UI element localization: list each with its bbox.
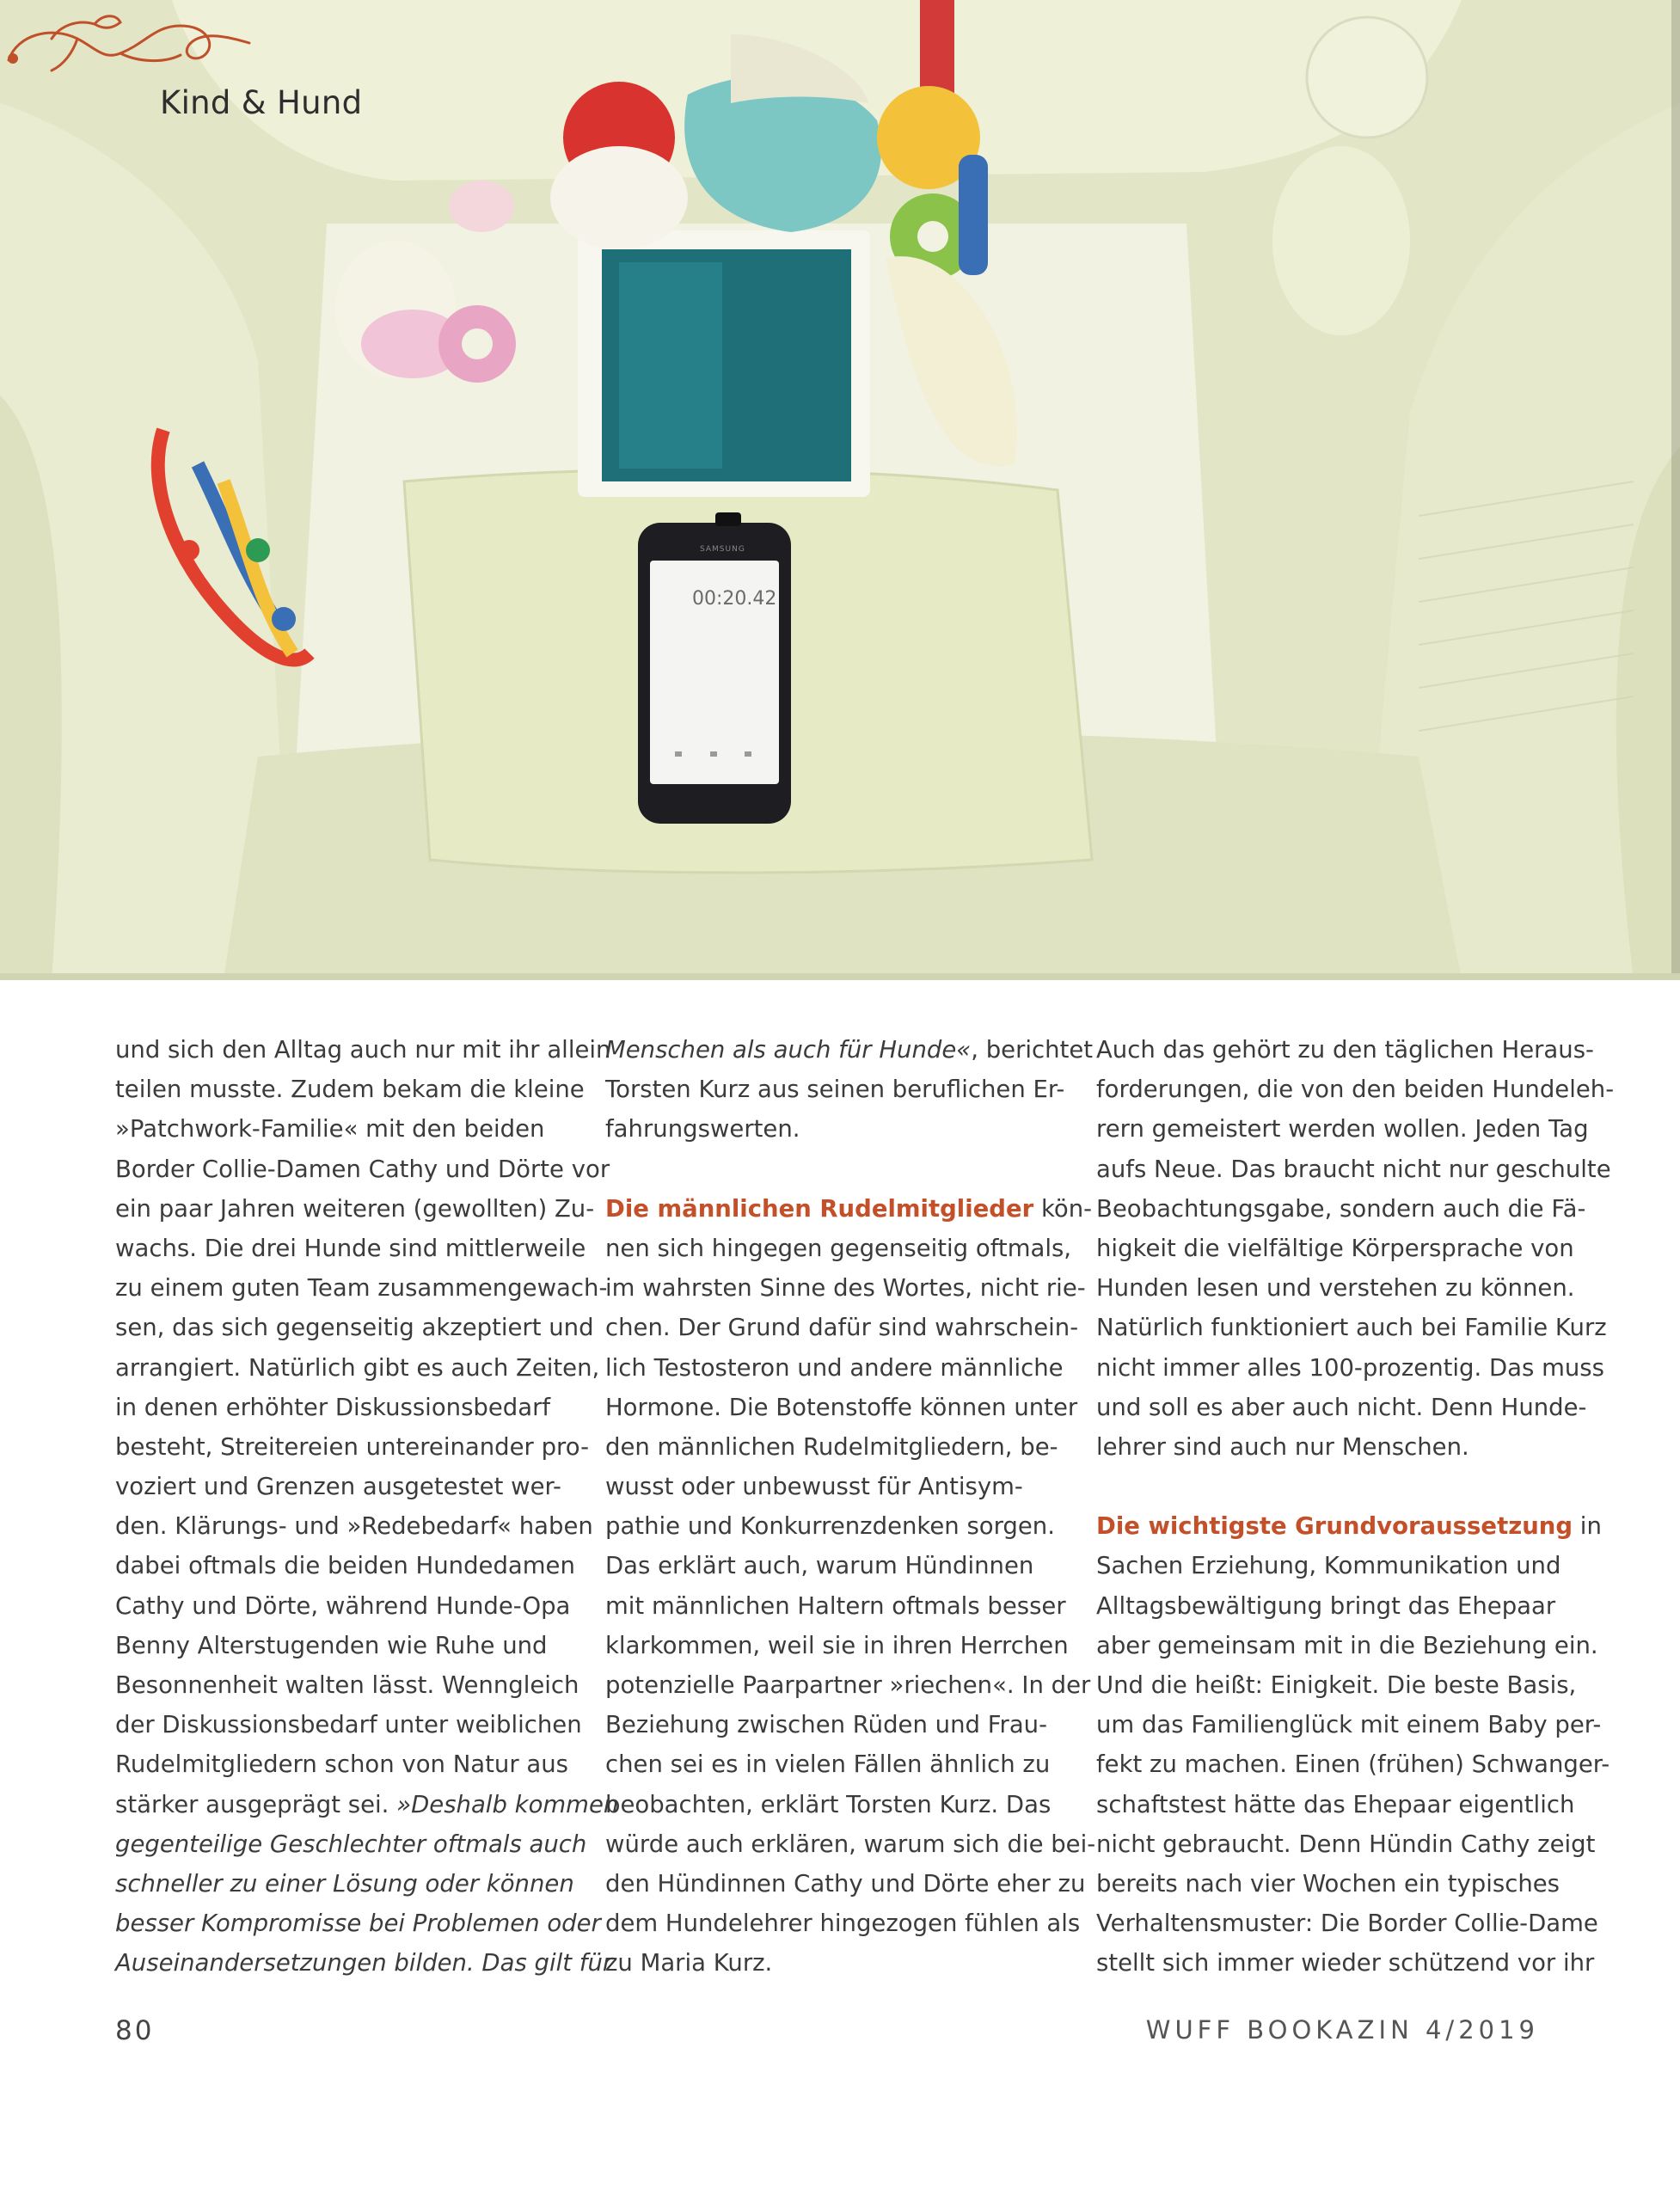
text-line	[605, 1348, 1064, 1388]
text-run: Hormone. Die Botenstoffe können unter	[605, 1393, 1078, 1421]
text-run: in	[1573, 1512, 1602, 1541]
text-line	[1096, 1824, 1596, 1864]
text-run: Cathy und Dörte, während Hunde-Opa	[115, 1591, 571, 1620]
text-line	[115, 1109, 559, 1149]
text-run: um das Familienglück mit einem Baby per-	[1096, 1711, 1602, 1739]
text-run: zu einem guten Team zusammengewach-	[115, 1274, 608, 1303]
subheading-lead: Die wichtigste Grundvoraussetzung	[1096, 1512, 1573, 1541]
text-line	[1096, 1665, 1577, 1705]
text-run: den. Klärungs- und »Redebedarf« haben	[115, 1512, 593, 1541]
text-line	[605, 1229, 1072, 1268]
crib-photo-illustration	[0, 0, 1680, 980]
text-run: »Patchwork-Familie« mit den beiden	[115, 1115, 545, 1143]
text-line	[115, 1744, 568, 1784]
text-run: dabei oftmals die beiden Hundedamen	[115, 1552, 575, 1580]
text-line	[115, 1268, 608, 1308]
text-line	[605, 1467, 1049, 1506]
quote-run: »Deshalb kommen	[389, 1790, 619, 1818]
text-run: Hunden lesen und verstehen zu können.	[1096, 1274, 1575, 1303]
quote-run: besser Kompromisse bei Problemen oder	[115, 1910, 601, 1938]
text-line	[605, 1943, 1049, 1983]
text-run: fekt zu machen. Einen (frühen) Schwanger-	[1096, 1750, 1610, 1779]
paragraph-gap	[605, 1150, 1049, 1189]
text-line	[605, 1626, 1069, 1665]
text-run: voziert und Grenzen ausgetestet wer-	[115, 1473, 561, 1501]
phone-stopwatch-readout: 00:20.42	[692, 588, 777, 610]
text-run: ein paar Jahren weiteren (gewollten) Zu-	[115, 1194, 595, 1223]
text-line	[1096, 1586, 1556, 1626]
text-line	[1096, 1626, 1598, 1665]
text-run: Sachen Erziehung, Kommunikation und	[1096, 1552, 1561, 1580]
text-run: Natürlich funktioniert auch bei Familie Kurz	[1096, 1314, 1607, 1342]
text-run: forderungen, die von den beiden Hundeleh-	[1096, 1076, 1615, 1104]
text-line	[605, 1864, 1086, 1904]
text-line	[1096, 1030, 1594, 1070]
text-run: stärker ausgeprägt sei.	[115, 1790, 389, 1818]
text-run: zu Maria Kurz.	[605, 1949, 773, 1977]
text-line	[1096, 1348, 1604, 1388]
text-line	[605, 1427, 1058, 1467]
page-number: 80	[115, 2015, 155, 2046]
text-run: den Hündinnen Cathy und Dörte eher zu	[605, 1869, 1086, 1898]
text-line	[1096, 1506, 1602, 1546]
text-line	[1096, 1189, 1586, 1229]
article-column-1	[115, 1030, 619, 1983]
text-line	[1096, 1904, 1598, 1943]
text-run: teilen musste. Zudem bekam die kleine	[115, 1076, 585, 1104]
text-line	[605, 1030, 1094, 1070]
text-run: kön-	[1033, 1194, 1093, 1223]
text-line	[115, 1904, 601, 1943]
text-line	[1096, 1785, 1575, 1824]
text-run: stellt sich immer wieder schützend vor ihr	[1096, 1949, 1595, 1977]
text-run: pathie und Konkurrenzdenken sorgen.	[605, 1512, 1055, 1541]
text-line	[115, 1070, 585, 1109]
text-line	[115, 1665, 579, 1705]
text-run: wusst oder unbewusst für Antisym-	[605, 1473, 1023, 1501]
text-run: dem Hundelehrer hingezogen fühlen als	[605, 1910, 1081, 1938]
section-rubric: Kind & Hund	[160, 84, 363, 121]
text-run: Und die heißt: Einigkeit. Die beste Basis,	[1096, 1671, 1577, 1699]
text-run: potenzielle Paarpartner »riechen«. In der	[605, 1671, 1091, 1699]
text-line	[605, 1388, 1078, 1427]
text-line	[1096, 1943, 1595, 1983]
text-run: klarkommen, weil sie in ihren Herrchen	[605, 1631, 1069, 1659]
text-run: lehrer sind auch nur Menschen.	[1096, 1432, 1469, 1461]
text-line	[605, 1308, 1079, 1347]
text-run: rern gemeistert werden wollen. Jeden Tag	[1096, 1115, 1589, 1143]
text-line	[605, 1189, 1093, 1229]
text-line	[605, 1506, 1055, 1546]
text-run: higkeit die vielfältige Körpersprache von	[1096, 1234, 1574, 1262]
text-line	[115, 1150, 610, 1189]
text-line	[1096, 1229, 1574, 1268]
text-line	[115, 1546, 575, 1585]
text-line	[115, 1785, 619, 1824]
text-line	[115, 1626, 559, 1665]
text-run: besteht, Streitereien untereinander pro-	[115, 1432, 590, 1461]
text-line	[115, 1229, 586, 1268]
text-run: , berichtet	[971, 1036, 1094, 1064]
text-line	[115, 1705, 582, 1744]
text-run: aufs Neue. Das braucht nicht nur geschulte	[1096, 1155, 1611, 1183]
text-run: Beziehung zwischen Rüden und Frau-	[605, 1711, 1048, 1739]
text-line	[115, 1427, 590, 1467]
text-run: arrangiert. Natürlich gibt es auch Zeiten,	[115, 1353, 600, 1382]
paragraph-gap	[1096, 1467, 1540, 1506]
text-line	[605, 1824, 1096, 1864]
text-line	[605, 1785, 1052, 1824]
text-line	[605, 1546, 1049, 1585]
text-run: nicht gebraucht. Denn Hündin Cathy zeigt	[1096, 1830, 1596, 1858]
text-line	[605, 1268, 1086, 1308]
text-line	[1096, 1705, 1602, 1744]
text-run: Beobachtungsgabe, sondern auch die Fä-	[1096, 1194, 1586, 1223]
text-run: Benny Alterstugenden wie Ruhe und	[115, 1631, 548, 1659]
header-photo	[0, 0, 1680, 980]
text-line	[1096, 1546, 1561, 1585]
article-column-3	[1096, 1030, 1615, 1983]
magazine-issue: WUFF BOOKAZIN 4/2019	[1145, 2015, 1539, 2045]
text-line	[605, 1744, 1049, 1784]
text-line	[115, 1308, 594, 1347]
text-run: Rudelmitgliedern schon von Natur aus	[115, 1750, 568, 1779]
text-line	[1096, 1150, 1611, 1189]
text-run: im wahrsten Sinne des Wortes, nicht rie-	[605, 1274, 1086, 1303]
quote-run: Auseinandersetzungen bilden. Das gilt für	[115, 1949, 613, 1977]
article-column-2	[605, 1030, 1096, 1983]
text-line	[115, 1824, 587, 1864]
text-run: und soll es aber auch nicht. Denn Hunde-	[1096, 1393, 1587, 1421]
text-run: und sich den Alltag auch nur mit ihr allein	[115, 1036, 611, 1064]
text-run: der Diskussionsbedarf unter weiblichen	[115, 1711, 582, 1739]
text-line	[1096, 1308, 1607, 1347]
text-line	[115, 1348, 600, 1388]
text-line	[115, 1030, 611, 1070]
quote-run: schneller zu einer Lösung oder können	[115, 1869, 574, 1898]
text-line	[115, 1506, 593, 1546]
text-line	[605, 1109, 1049, 1149]
text-line	[1096, 1388, 1587, 1427]
text-run: mit männlichen Haltern oftmals besser	[605, 1591, 1066, 1620]
text-run: wachs. Die drei Hunde sind mittlerweile	[115, 1234, 586, 1262]
text-run: chen. Der Grund dafür sind wahrschein-	[605, 1314, 1079, 1342]
text-line	[1096, 1070, 1615, 1109]
text-line	[115, 1467, 559, 1506]
text-line	[1096, 1864, 1560, 1904]
phone-brand-label: SAMSUNG	[700, 545, 745, 554]
text-run: lich Testosteron und andere männliche	[605, 1353, 1064, 1382]
text-run: in denen erhöhter Diskussionsbedarf	[115, 1393, 551, 1421]
text-run: den männlichen Rudelmitgliedern, be-	[605, 1432, 1058, 1461]
text-run: Alltagsbewältigung bringt das Ehepaar	[1096, 1591, 1556, 1620]
text-run: Border Collie-Damen Cathy und Dörte vor	[115, 1155, 610, 1183]
text-line	[1096, 1268, 1575, 1308]
text-run: bereits nach vier Wochen ein typisches	[1096, 1869, 1560, 1898]
text-line	[605, 1904, 1081, 1943]
text-run: Torsten Kurz aus seinen beruflichen Er-	[605, 1076, 1065, 1104]
text-line	[115, 1864, 574, 1904]
text-line	[605, 1665, 1091, 1705]
text-run: chen sei es in vielen Fällen ähnlich zu	[605, 1750, 1051, 1779]
text-line	[115, 1586, 571, 1626]
text-line	[115, 1189, 595, 1229]
text-run: sen, das sich gegenseitig akzeptiert und	[115, 1314, 594, 1342]
text-run: schaftstest hätte das Ehepaar eigentlich	[1096, 1790, 1575, 1818]
text-run: würde auch erklären, warum sich die bei-	[605, 1830, 1096, 1858]
text-line	[605, 1070, 1065, 1109]
text-run: nicht immer alles 100-prozentig. Das muss	[1096, 1353, 1604, 1382]
text-line	[1096, 1427, 1540, 1467]
quote-run: Menschen als auch für Hunde«	[605, 1036, 972, 1064]
text-line	[115, 1943, 613, 1983]
text-line	[605, 1705, 1049, 1744]
subheading-lead: Die männlichen Rudelmitglieder	[605, 1194, 1034, 1223]
text-run: fahrungswerten.	[605, 1115, 800, 1143]
text-run: Verhaltensmuster: Die Border Collie-Dame	[1096, 1910, 1598, 1938]
text-line	[1096, 1109, 1589, 1149]
text-run: aber gemeinsam mit in die Beziehung ein.	[1096, 1631, 1598, 1659]
text-line	[605, 1586, 1066, 1626]
text-run: Auch das gehört zu den täglichen Heraus-	[1096, 1036, 1594, 1064]
text-run: beobachten, erklärt Torsten Kurz. Das	[605, 1790, 1052, 1818]
text-run: Besonnenheit walten lässt. Wenngleich	[115, 1671, 579, 1699]
text-run: Das erklärt auch, warum Hündinnen	[605, 1552, 1034, 1580]
text-run: nen sich hingegen gegenseitig oftmals,	[605, 1234, 1072, 1262]
quote-run: gegenteilige Geschlechter oftmals auch	[115, 1830, 587, 1858]
text-line	[115, 1388, 559, 1427]
text-line	[1096, 1744, 1610, 1784]
